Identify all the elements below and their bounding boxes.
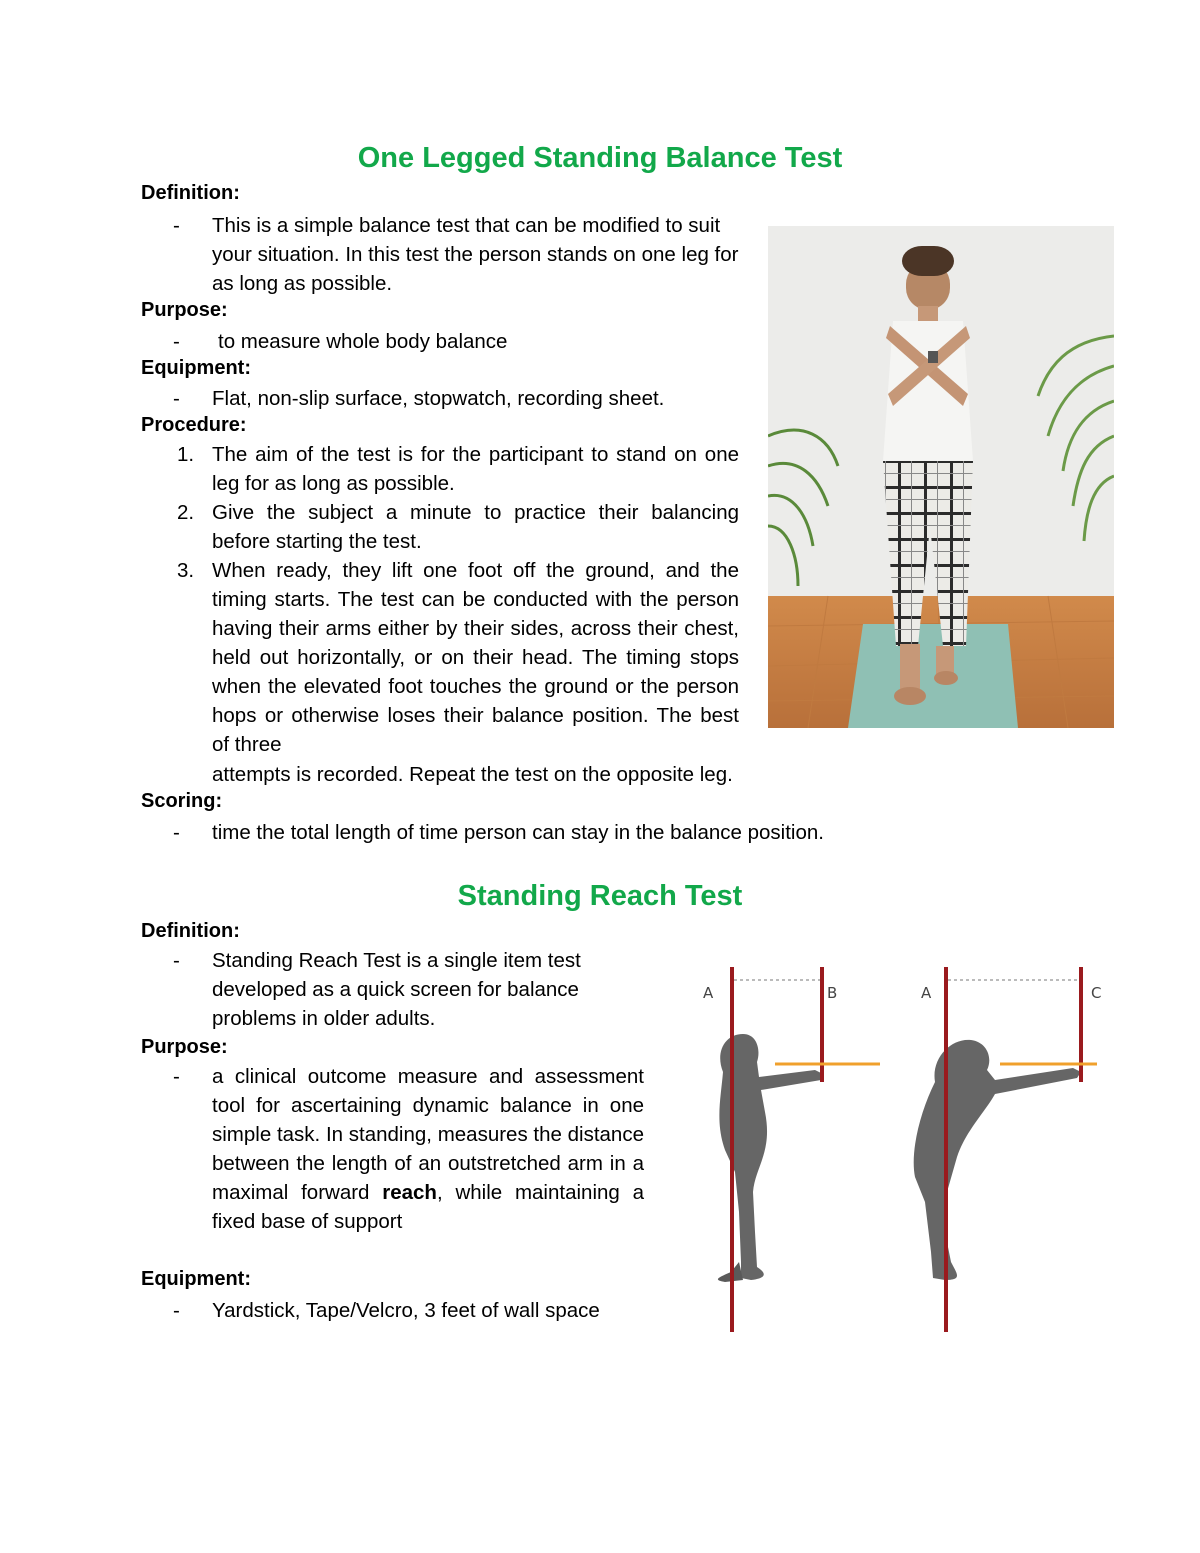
step-number: 3. bbox=[177, 559, 195, 582]
step-text: When ready, they lift one foot off the ground, and the timing starts. The test can be conducted with the person having their arms either by their sides, across their chest, held out horizontally, or on their head. The timing stops when the elevated foot touches the ground or the person hops or otherwise loses their balance position. The best of three bbox=[212, 559, 739, 756]
scoring-text: time the total length of time person can stay in the balance position. bbox=[212, 821, 824, 844]
definition-heading: Definition: bbox=[141, 920, 240, 942]
balance-test-photo bbox=[768, 226, 1114, 728]
silhouette-reaching bbox=[914, 1040, 1081, 1280]
bullet-marker: - bbox=[173, 214, 180, 237]
bullet-marker: - bbox=[173, 949, 180, 972]
label-a-right: A bbox=[921, 984, 932, 1002]
step-number: 1. bbox=[177, 443, 195, 466]
section-title-balance: One Legged Standing Balance Test bbox=[357, 142, 843, 174]
definition-text: This is a simple balance test that can be modified to suit your situation. In this test the person stands on one leg for as long as possible. bbox=[212, 214, 739, 295]
purpose-text bbox=[212, 1062, 644, 1236]
equipment-text: Yardstick, Tape/Velcro, 3 feet of wall space bbox=[212, 1299, 600, 1322]
definition-text: Standing Reach Test is a single item test developed as a quick screen for balance problems in older adults. bbox=[212, 949, 581, 1030]
purpose-text-start: a clinical outcome measure and assessment tool for ascertaining dynamic balance in one simple task. In standing, measures the distance between the length of an outstretched arm in a maximal forward bbox=[212, 1065, 644, 1204]
definition-heading: Definition: bbox=[141, 182, 240, 204]
pole-a-right bbox=[944, 967, 948, 1332]
label-a-left: A bbox=[703, 984, 714, 1002]
purpose-heading: Purpose: bbox=[141, 1036, 228, 1058]
pole-a-left bbox=[730, 967, 734, 1332]
bullet-marker: - bbox=[173, 387, 180, 410]
balance-photo-illustration bbox=[768, 226, 1114, 728]
reach-test-figure bbox=[695, 962, 1115, 1337]
procedure-heading: Procedure: bbox=[141, 414, 247, 436]
equipment-heading: Equipment: bbox=[141, 1268, 251, 1290]
equipment-text: Flat, non-slip surface, stopwatch, recording sheet. bbox=[212, 387, 665, 410]
label-c: C bbox=[1091, 984, 1102, 1002]
purpose-text: to measure whole body balance bbox=[218, 330, 508, 353]
section-title-reach: Standing Reach Test bbox=[457, 880, 743, 912]
scoring-heading: Scoring: bbox=[141, 790, 223, 812]
bullet-marker: - bbox=[173, 1065, 180, 1088]
bullet-marker: - bbox=[173, 1299, 180, 1322]
bullet-marker: - bbox=[173, 821, 180, 844]
equipment-heading: Equipment: bbox=[141, 357, 251, 379]
purpose-text-end: , while maintaining a fixed base of support bbox=[212, 1181, 644, 1233]
reach-test-diagram bbox=[695, 962, 1115, 1337]
step-text: The aim of the test is for the participant to stand on one leg for as long as possible. bbox=[212, 443, 739, 495]
label-b: B bbox=[827, 984, 838, 1002]
step-text-tail: attempts is recorded. Repeat the test on the opposite leg. bbox=[212, 763, 733, 786]
step-number: 2. bbox=[177, 501, 195, 524]
step-text: Give the subject a minute to practice their balancing before starting the test. bbox=[212, 501, 739, 553]
bullet-marker: - bbox=[173, 330, 180, 353]
silhouette-upright bbox=[719, 1034, 823, 1280]
purpose-text-bold: reach bbox=[382, 1181, 437, 1204]
purpose-heading: Purpose: bbox=[141, 299, 228, 321]
